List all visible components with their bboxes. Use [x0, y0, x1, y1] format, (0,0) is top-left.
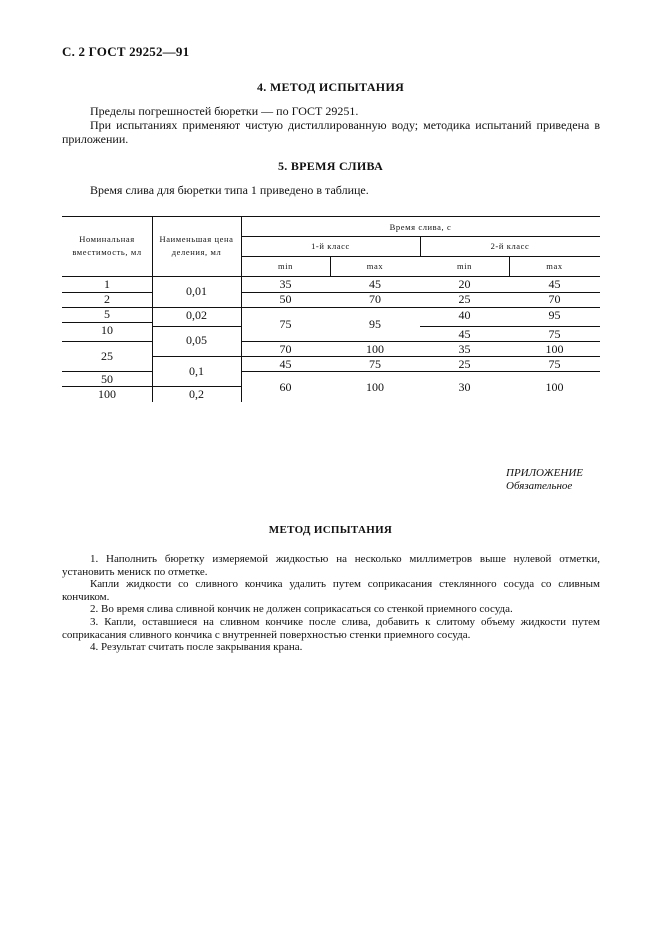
class-2-min-cell: 30: [458, 380, 471, 394]
appendix-step-3: 3. Капли, оставшиеся на сливном кончике после слива, добавить к слитому объему жидкости путем соприкасания сливного кончика с внутренней поверхностью стенки приемного сосуда.: [62, 616, 600, 641]
class-2-min-cell: 45: [458, 327, 471, 341]
page-header: С. 2 ГОСТ 29252—91: [62, 44, 190, 59]
capacity-cell: 100: [98, 387, 116, 401]
appendix-status: Обязательное: [506, 480, 573, 492]
header-class-2-max: max: [546, 261, 563, 271]
class-2-max-cell: 95: [548, 308, 561, 322]
appendix-step-4: 4. Результат считать после закрывания крана.: [90, 641, 303, 653]
capacity-cell: 10: [101, 323, 113, 337]
section-4-paragraph-1: Пределы погрешностей бюретки — по ГОСТ 29251.: [90, 104, 359, 118]
drain-time-table: [62, 216, 600, 406]
capacity-cell: 25: [101, 349, 113, 363]
header-class-2: 2-й класс: [490, 241, 530, 251]
capacity-cell: 5: [104, 307, 110, 321]
division-cell: 0,01: [186, 284, 207, 298]
header-class-2-min: min: [456, 261, 473, 271]
division-cell: 0,02: [186, 308, 207, 322]
class-1-min-cell: 60: [279, 380, 292, 394]
class-2-min-cell: 35: [458, 342, 471, 356]
appendix-step-2: 2. Во время слива сливной кончик не должен соприкасаться со стенкой приемного сосуда.: [90, 603, 513, 615]
appendix-title: МЕТОД ИСПЫТАНИЯ: [268, 524, 393, 536]
class-2-min-cell: 25: [458, 357, 471, 371]
class-2-max-cell: 45: [548, 277, 561, 291]
class-1-max-cell: 70: [369, 292, 381, 306]
class-1-min-cell: 45: [279, 357, 292, 371]
class-2-max-cell: 75: [548, 357, 561, 371]
class-2-min-cell: 25: [458, 292, 471, 306]
class-1-min-cell: 50: [279, 292, 292, 306]
class-1-max-cell: 100: [366, 342, 384, 356]
capacity-cell: 2: [104, 292, 110, 306]
class-2-max-cell: 75: [548, 327, 561, 341]
section-5-title: 5. ВРЕМЯ СЛИВА: [277, 159, 384, 173]
class-1-min-cell: 70: [279, 342, 292, 356]
division-cell: 0,05: [186, 333, 207, 347]
class-2-max-cell: 70: [548, 292, 561, 306]
header-drain-time: Время слива, с: [389, 222, 452, 232]
class-1-max-cell: 95: [369, 317, 381, 331]
class-1-max-cell: 75: [369, 357, 381, 371]
appendix-label: ПРИЛОЖЕНИЕ: [506, 467, 583, 479]
section-4-paragraph-2: При испытаниях применяют чистую дистиллированную воду; методика испытаний приведена в приложении.: [62, 118, 600, 146]
class-1-max-cell: 45: [369, 277, 381, 291]
header-nominal-capacity: Номинальная вместимость, мл: [72, 234, 142, 257]
capacity-cell: 50: [101, 372, 113, 386]
section-5-paragraph-1: Время слива для бюретки типа 1 приведено в таблице.: [90, 183, 369, 197]
class-1-min-cell: 75: [279, 317, 292, 331]
class-2-min-cell: 40: [458, 308, 471, 322]
header-smallest-division: Наименьшая цена деления, мл: [159, 234, 234, 257]
division-cell: 0,2: [189, 387, 204, 401]
section-4-title: 4. МЕТОД ИСПЫТАНИЯ: [256, 80, 405, 94]
header-class-1-max: max: [366, 261, 384, 271]
class-2-max-cell: 100: [545, 342, 564, 356]
header-class-1-min: min: [277, 261, 294, 271]
header-class-1: 1-й класс: [311, 241, 350, 251]
class-1-max-cell: 100: [366, 380, 384, 394]
capacity-cell: 1: [104, 277, 110, 291]
appendix-step-1-note: Капли жидкости со сливного кончика удалить путем соприкасания стеклянного сосуда со сливным кончиком.: [62, 578, 600, 603]
class-2-max-cell: 100: [545, 380, 564, 394]
class-2-min-cell: 20: [458, 277, 471, 291]
class-1-min-cell: 35: [279, 277, 292, 291]
appendix-step-1: 1. Наполнить бюретку измеряемой жидкостью на несколько миллиметров выше нулевой отметки, установить мениск по отметке.: [62, 553, 600, 578]
division-cell: 0,1: [189, 364, 204, 378]
